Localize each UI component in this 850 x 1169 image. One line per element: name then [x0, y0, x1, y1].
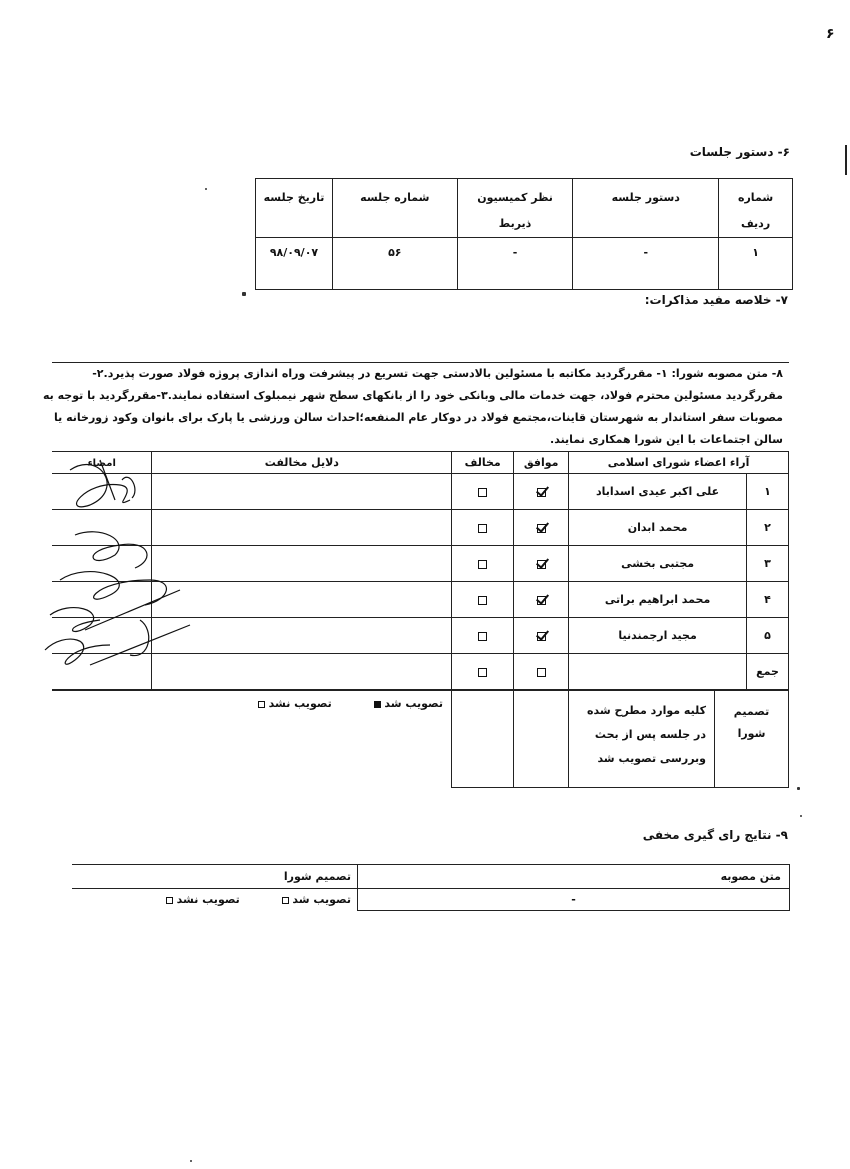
- oppose-checkbox[interactable]: [478, 524, 487, 533]
- col-oppose: [452, 452, 514, 474]
- total-oppose-cell: [452, 654, 514, 690]
- decision-outcome-cell: [52, 691, 452, 788]
- col-committee-label1: نظر کمیسیون: [477, 191, 553, 204]
- section8-line-1: ۸- متن مصوبه شورا: ۱- مقررگردید مکاتبه با مسئولین بالادستی جهت تسریع در پیشرفت وراه اندازی پروژه فولاد صورت پذیرد.۲-: [92, 367, 783, 380]
- decision-text-2: در جلسه پس از بحث: [594, 728, 706, 741]
- section8-line-2: مقررگردید مسئولین محترم فولاد، جهت خدمات مالی وبانکی خود را از بانکهای سطح شهر نیمبلوک استفاده نمایند.۳-مقررگردید با توجه به: [42, 389, 783, 402]
- section7-title: ۷- خلاصه مفید مذاکرات:: [644, 293, 788, 307]
- decision-label-1: تصمیم: [733, 705, 770, 718]
- col-members-label: آراء اعضاء شورای اسلامی: [607, 456, 750, 469]
- reasons-cell: [152, 618, 452, 654]
- section8-text: [42, 362, 789, 451]
- cell-session-number: ۵۶: [332, 238, 457, 290]
- col-agree: [514, 452, 569, 474]
- col-agree-label: موافق: [523, 456, 559, 469]
- total-label: جمع: [747, 654, 789, 690]
- agenda-table: [255, 178, 793, 290]
- resolution-text-cell: [358, 865, 790, 889]
- resolution-text-label: متن مصوبه: [720, 870, 781, 883]
- margin-line: [845, 145, 847, 175]
- member-name: محمد ابراهیم براتی: [569, 582, 747, 618]
- member-number: ۵: [747, 618, 789, 654]
- col-agenda-label: دستور جلسه: [611, 191, 680, 204]
- ink-speck: [205, 188, 207, 190]
- section9-title: ۹- نتایج رای گیری مخفی: [642, 828, 788, 842]
- decision-label-cell: [715, 691, 789, 788]
- section8-line-4: سالن اجتماعات با این شورا همکاری نمایند.: [550, 433, 783, 446]
- col-agenda: [573, 179, 719, 238]
- agree-checkbox[interactable]: [537, 596, 546, 605]
- council-decision-label: تصمیم شورا: [283, 870, 351, 883]
- col-signature: [52, 452, 152, 474]
- ink-speck: [797, 787, 800, 790]
- secret-not-approved-checkbox[interactable]: [166, 897, 173, 904]
- secret-not-approved-label: تصویب نشد: [176, 893, 240, 907]
- agree-checkbox[interactable]: [537, 524, 546, 533]
- oppose-checkbox[interactable]: [478, 632, 487, 641]
- total-row: [52, 654, 789, 690]
- total-name-cell: [569, 654, 747, 690]
- col-row-number-label2: ردیف: [740, 217, 771, 230]
- agree-cell: [514, 546, 569, 582]
- col-oppose-label: مخالف: [464, 456, 501, 469]
- member-name: مجتبی بخشی: [569, 546, 747, 582]
- col-row-number-label1: شماره: [737, 191, 774, 204]
- agree-checkbox[interactable]: [537, 488, 546, 497]
- col-reasons-label: دلایل مخالفت: [264, 456, 339, 469]
- signature-cell: [52, 582, 152, 618]
- decision-not-approved-checkbox[interactable]: [258, 701, 265, 708]
- oppose-checkbox[interactable]: [478, 560, 487, 569]
- signature-cell: [52, 546, 152, 582]
- signature-cell: [52, 510, 152, 546]
- col-reasons: [152, 452, 452, 474]
- reasons-cell: [152, 474, 452, 510]
- member-name: محمد ابدان: [569, 510, 747, 546]
- secret-approved-checkbox[interactable]: [282, 897, 289, 904]
- col-committee: [457, 179, 573, 238]
- cell-row-number: ۱: [719, 238, 793, 290]
- col-members: [569, 452, 789, 474]
- decision-text-3: وبررسی تصویب شد: [597, 752, 706, 765]
- total-agree-cell: [514, 654, 569, 690]
- section8-line-3: مصوبات سفر استاندار به شهرستان قاینات،مجتمع فولاد در دوکار عام المنفعه؛احداث سالن ورزشی یا پارک برای بانوان وکود زورخانه یا: [54, 411, 783, 424]
- col-session-number: [332, 179, 457, 238]
- member-number: ۴: [747, 582, 789, 618]
- agree-cell: [514, 582, 569, 618]
- agree-cell: [514, 618, 569, 654]
- total-reasons-cell: [152, 654, 452, 690]
- secret-approved-label: تصویب شد: [292, 893, 351, 907]
- total-signature-cell: [52, 654, 152, 690]
- decision-text-cell: [569, 691, 715, 788]
- oppose-cell: [452, 546, 514, 582]
- decision-approved-label: تصویب شد: [384, 697, 443, 710]
- oppose-checkbox[interactable]: [478, 596, 487, 605]
- reasons-cell: [152, 582, 452, 618]
- member-number: ۲: [747, 510, 789, 546]
- col-session-number-label: شماره جلسه: [360, 191, 430, 204]
- decision-not-approved-label: تصویب نشد: [268, 697, 332, 710]
- total-agree-checkbox[interactable]: [537, 668, 546, 677]
- decision-oppose-cell: [452, 691, 514, 788]
- agree-checkbox[interactable]: [537, 560, 546, 569]
- decision-table: [52, 690, 789, 788]
- council-decision-cell: [72, 865, 358, 889]
- cell-session-date: ۹۸/۰۹/۰۷: [256, 238, 333, 290]
- col-signature-label: امضاء: [87, 458, 116, 469]
- decision-text-1: کلیه موارد مطرح شده: [587, 704, 706, 717]
- resolution-value: -: [571, 893, 576, 906]
- total-oppose-checkbox[interactable]: [478, 668, 487, 677]
- member-row: [52, 546, 789, 582]
- agree-cell: [514, 474, 569, 510]
- ink-dot: [242, 292, 246, 296]
- resolution-value-cell: [358, 889, 790, 911]
- council-decision-options: [72, 889, 358, 911]
- agree-cell: [514, 510, 569, 546]
- cell-committee: -: [457, 238, 573, 290]
- member-number: ۳: [747, 546, 789, 582]
- agree-checkbox[interactable]: [537, 632, 546, 641]
- member-row: [52, 618, 789, 654]
- votes-table: [52, 451, 789, 690]
- member-row: [52, 474, 789, 510]
- section6-title: ۶- دستور جلسات: [689, 145, 790, 159]
- reasons-cell: [152, 510, 452, 546]
- decision-agree-cell: [514, 691, 569, 788]
- cell-agenda: -: [573, 238, 719, 290]
- col-session-date: [256, 179, 333, 238]
- col-session-date-label: تاریخ جلسه: [263, 191, 325, 204]
- member-number: ۱: [747, 474, 789, 510]
- col-committee-label2: ذیربط: [498, 217, 532, 230]
- decision-approved-checkbox[interactable]: [374, 701, 381, 708]
- member-row: [52, 582, 789, 618]
- secret-vote-table: [72, 864, 790, 911]
- signature-cell: [52, 474, 152, 510]
- oppose-cell: [452, 582, 514, 618]
- page-corner-mark: ۶: [826, 26, 835, 42]
- oppose-cell: [452, 618, 514, 654]
- oppose-cell: [452, 510, 514, 546]
- oppose-checkbox[interactable]: [478, 488, 487, 497]
- signature-cell: [52, 618, 152, 654]
- oppose-cell: [452, 474, 514, 510]
- member-row: [52, 510, 789, 546]
- decision-label-2: شورا: [737, 727, 766, 740]
- member-name: مجید ارجمندنیا: [569, 618, 747, 654]
- reasons-cell: [152, 546, 452, 582]
- member-name: علی اکبر عیدی اسداباد: [569, 474, 747, 510]
- ink-speck: [800, 815, 802, 817]
- ink-speck: [190, 1160, 192, 1162]
- col-row-number: [719, 179, 793, 238]
